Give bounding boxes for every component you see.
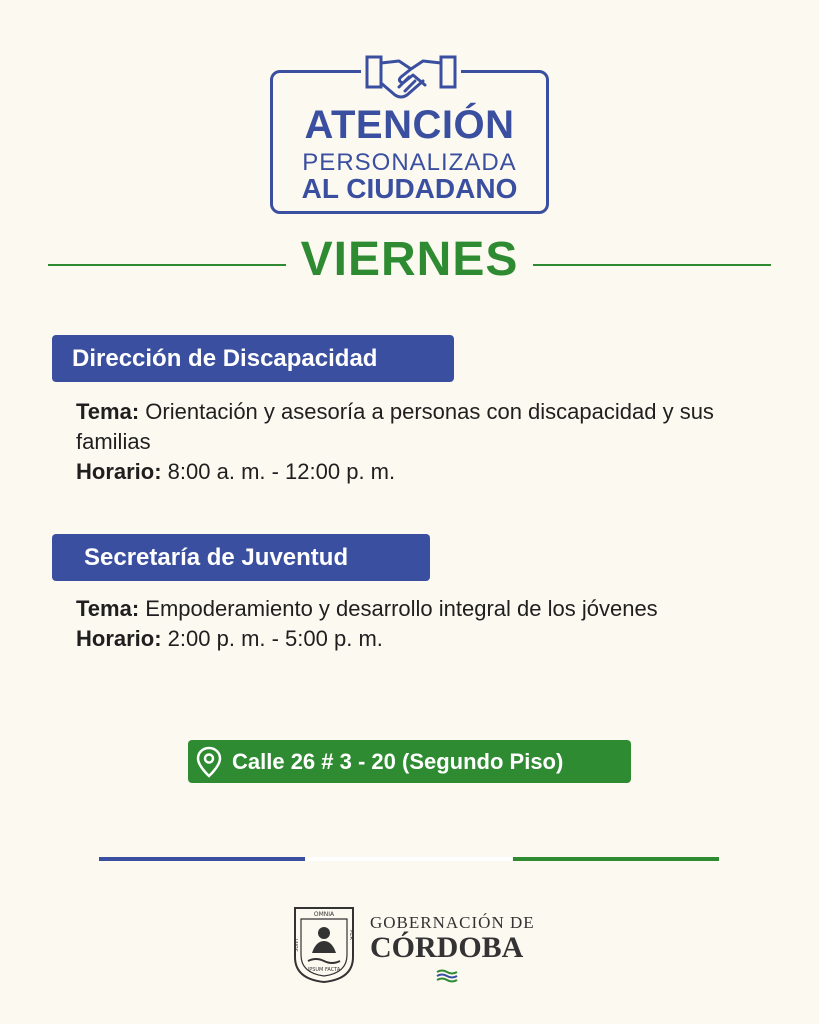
horario-value: 8:00 a. m. - 12:00 p. m. — [161, 459, 396, 484]
horario-value: 2:00 p. m. - 5:00 p. m. — [161, 626, 383, 651]
department-name: CÓRDOBA — [370, 931, 524, 964]
horario-label: Horario: — [76, 626, 162, 651]
section-badge-juventud: Secretaría de Juventud — [52, 534, 430, 581]
tema-value: Empoderamiento y desarrollo integral de los jóvenes — [139, 596, 658, 621]
section-body-juventud — [76, 594, 736, 654]
seal-bottom-text: IPSUM FACTA — [307, 967, 341, 973]
address-text: Calle 26 # 3 - 20 (Segundo Piso) — [232, 748, 564, 774]
tema-label: Tema: — [76, 399, 140, 424]
horario-line — [76, 624, 736, 654]
logo-title: ATENCIÓN — [304, 103, 515, 147]
logo-frame — [270, 70, 549, 214]
day-title: VIERNES — [300, 233, 519, 286]
tema-value: Orientación y asesoría a personas con discapacidad y sus familias — [76, 399, 714, 454]
address-badge — [188, 740, 631, 783]
section-body-discapacidad — [76, 397, 736, 487]
logo-tagline: AL CIUDADANO — [301, 173, 518, 204]
footer-line-white — [306, 857, 512, 861]
tema-line — [76, 594, 736, 624]
horario-line — [76, 457, 736, 487]
location-pin-icon — [196, 746, 222, 778]
government-label: GOBERNACIÓN DE — [370, 913, 535, 932]
logo-subtitle: PERSONALIZADA — [302, 149, 517, 176]
tema-line — [76, 397, 736, 457]
seal-top-text: OMNIA — [313, 911, 335, 918]
horario-label: Horario: — [76, 459, 162, 484]
handshake-icon — [361, 51, 461, 103]
footer-line-green — [513, 857, 719, 861]
tema-label: Tema: — [76, 596, 140, 621]
coat-of-arms-icon — [292, 905, 356, 985]
seal-right-text: PER — [348, 930, 354, 940]
flag-waves-icon — [435, 969, 459, 983]
seal-left-text: SUNT — [294, 938, 300, 952]
government-logo — [292, 905, 535, 985]
footer-line-blue — [99, 857, 305, 861]
section-badge-discapacidad: Dirección de Discapacidad — [52, 335, 454, 382]
